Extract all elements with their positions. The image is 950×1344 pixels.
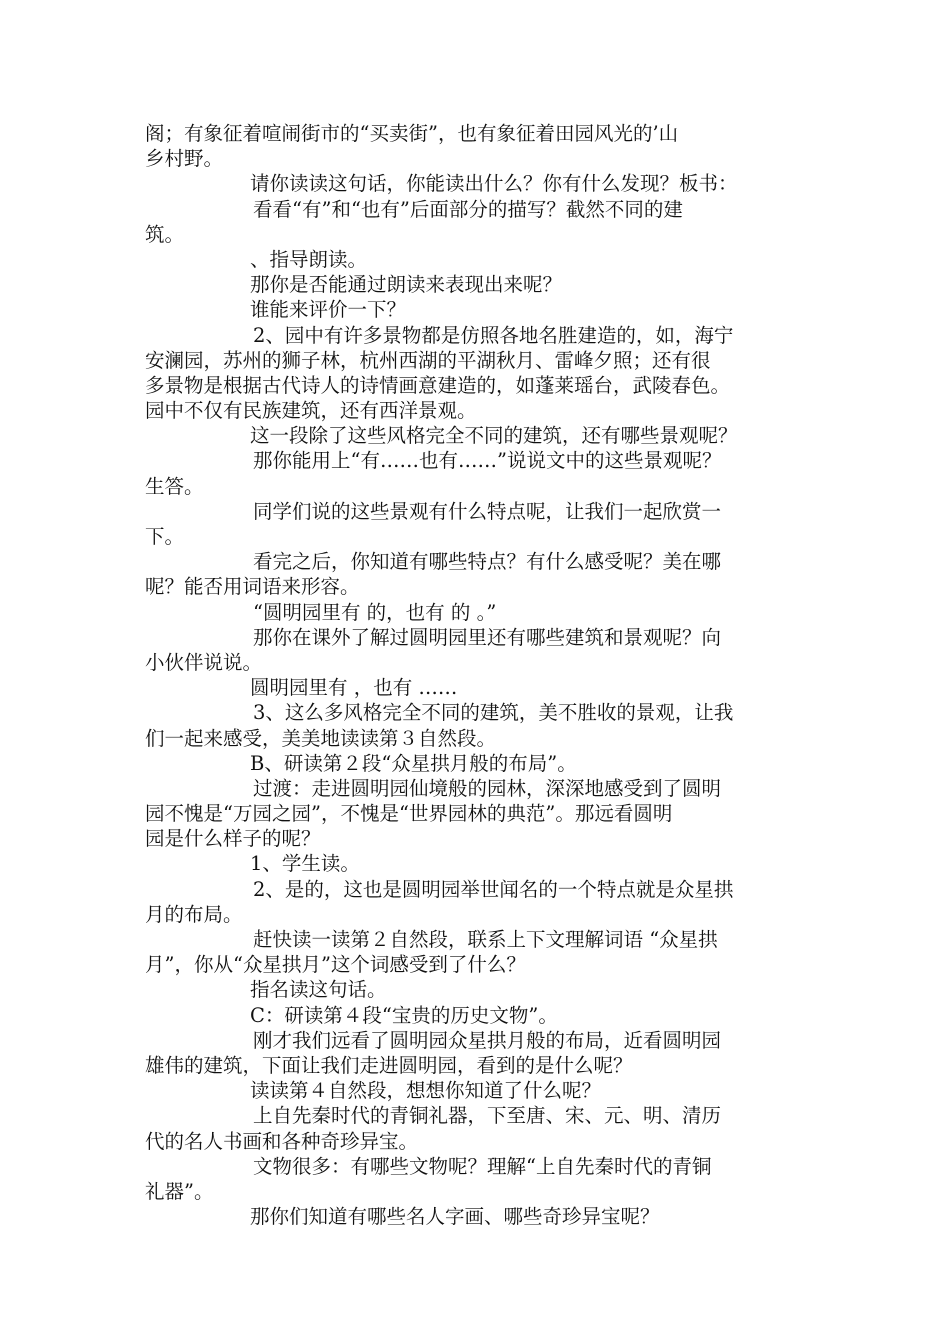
paragraph [145, 197, 813, 247]
text-line: 看完之后，你知道有哪些特点？有什么感受呢？美在哪 [253, 550, 722, 574]
paragraph [145, 977, 813, 1002]
text-line: 请你读读这句话，你能读出什么？你有什么发现？板书： [250, 172, 738, 196]
paragraph [145, 600, 813, 625]
paragraph [145, 1204, 813, 1229]
text-line: 读读第４自然段，想想你知道了什么呢？ [250, 1079, 602, 1103]
paragraph [145, 1078, 813, 1103]
paragraph [145, 625, 813, 675]
text-line: 月”，你从“众星拱月”这个词感受到了什么？ [145, 953, 526, 977]
text-line: 那你能用上“有……也有……”说说文中的这些景观呢？ [253, 449, 722, 473]
text-line: 月的布局。 [145, 902, 243, 926]
text-line: 指名读这句话。 [250, 978, 387, 1002]
text-line: “圆明园里有 的，也有 的 。” [253, 600, 497, 624]
paragraph [145, 751, 813, 776]
paragraph [145, 448, 813, 498]
paragraph [145, 171, 813, 196]
text-line: 园不愧是“万园之园”，不愧是“世界园林的典范”。那远看圆明 [145, 802, 673, 826]
paragraph [145, 247, 813, 272]
text-line: 2、园中有许多景物都是仿照各地名胜建造的，如，海宁 [253, 323, 734, 347]
paragraph [145, 877, 813, 927]
text-line: 那你们知道有哪些名人字画、哪些奇珍异宝呢？ [250, 1205, 660, 1229]
text-line: 2、是的，这也是圆明园举世闻名的一个特点就是众星拱 [253, 877, 734, 901]
paragraph [145, 549, 813, 599]
text-line: 园是什么样子的呢？ [145, 827, 321, 851]
text-line: 上自先秦时代的青铜礼器，下至唐、宋、元、明、清历 [253, 1104, 722, 1128]
text-line: 赶快读一读第２自然段，联系上下文理解词语 “众星拱 [253, 928, 718, 951]
text-line: 1、学生读。 [250, 852, 360, 876]
text-line: 们一起来感受，美美地读读第３自然段。 [145, 726, 497, 750]
text-line: 同学们说的这些景观有什么特点呢，让我们一起欣赏一 [253, 499, 722, 523]
paragraph [145, 1028, 813, 1078]
text-line: 过渡：走进圆明园仙境般的园林，深深地感受到了圆明 [253, 776, 722, 800]
paragraph [145, 272, 813, 297]
text-line: 呢？能否用词语来形容。 [145, 575, 360, 599]
text-line: 代的名人书画和各种奇珍异宝。 [145, 1129, 419, 1153]
text-line: C：研读第４段“宝贵的历史文物”。 [250, 1003, 558, 1027]
text-line: 园中不仅有民族建筑，还有西洋景观。 [145, 399, 477, 423]
document-body [145, 121, 813, 1229]
text-line: 3、这么多风格完全不同的建筑，美不胜收的景观，让我 [253, 701, 734, 725]
text-line: 阁；有象征着喧闹街市的“买卖街”，也有象征着田园风光的’山 [145, 122, 679, 145]
text-line: 看看“有”和“也有”后面部分的描写？截然不同的建 [253, 197, 683, 221]
text-line: 下。 [145, 525, 185, 548]
paragraph [145, 700, 813, 750]
text-line: 、指导朗读。 [250, 247, 368, 271]
text-line: 雄伟的建筑，下面让我们走进圆明园，看到的是什么呢？ [145, 1053, 633, 1077]
paragraph [145, 121, 813, 171]
text-line: 刚才我们远看了圆明园众星拱月般的布局，近看圆明园 [253, 1028, 722, 1052]
paragraph [145, 323, 813, 424]
paragraph [145, 1154, 813, 1204]
text-line: 谁能来评价一下？ [250, 298, 407, 322]
paragraph [145, 297, 813, 322]
text-line: 圆明园里有 ，也有 …… [250, 676, 458, 700]
text-line: 小伙伴说说。 [145, 650, 263, 674]
paragraph [145, 776, 813, 852]
text-line: 安澜园，苏州的狮子林，杭州西湖的平湖秋月、雷峰夕照；还有很 [145, 348, 711, 372]
text-line: B、研读第２段“众星拱月般的布局”。 [250, 751, 577, 775]
text-line: 那你在课外了解过圆明园里还有哪些建筑和景观呢？向 [253, 625, 722, 649]
text-line: 那你是否能通过朗读来表现出来呢？ [250, 273, 563, 297]
paragraph [145, 927, 813, 977]
paragraph [145, 499, 813, 549]
text-line: 生答。 [145, 474, 204, 498]
text-line: 文物很多：有哪些文物呢？理解“上自先秦时代的青铜 [253, 1154, 712, 1178]
text-line: 乡村野。 [145, 147, 224, 171]
text-line: 筑。 [145, 222, 185, 246]
paragraph [145, 675, 813, 700]
paragraph [145, 1103, 813, 1153]
paragraph [145, 851, 813, 876]
text-line: 多景物是根据古代诗人的诗情画意建造的，如蓬莱瑶台，武陵春色。 [145, 373, 731, 397]
text-line: 这一段除了这些风格完全不同的建筑，还有哪些景观呢？ [250, 424, 738, 448]
text-line: 礼器”。 [145, 1179, 214, 1203]
paragraph [145, 1003, 813, 1028]
paragraph [145, 423, 813, 448]
